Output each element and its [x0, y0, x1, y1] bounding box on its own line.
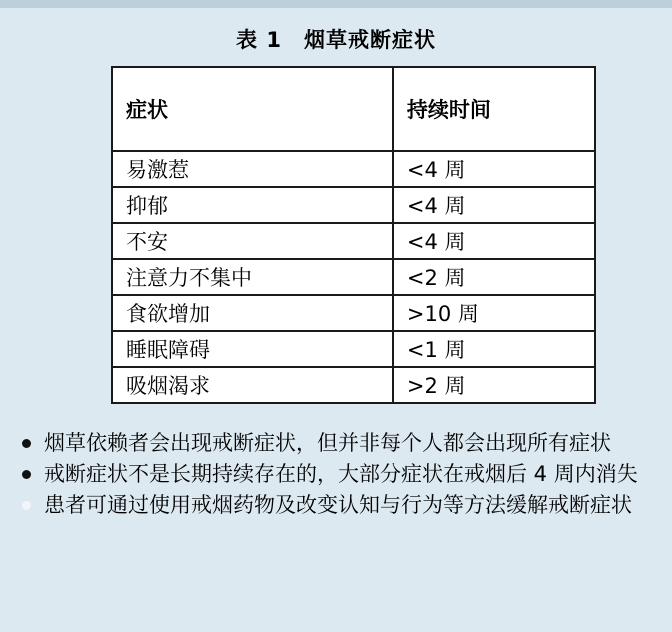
- table-title: 表 1 烟草戒断症状: [236, 28, 436, 52]
- symptom-cell: 易激惹: [112, 151, 393, 187]
- duration-cell: <4 周: [393, 187, 595, 223]
- table-header-row: [112, 67, 595, 151]
- table-row: [112, 259, 595, 295]
- symptom-cell: 抑郁: [112, 187, 393, 223]
- symptom-cell: 注意力不集中: [112, 259, 393, 295]
- symptom-cell: 睡眠障碍: [112, 331, 393, 367]
- notes-list: [18, 428, 658, 521]
- bullet-icon: [22, 501, 31, 510]
- note-text: 烟草依赖者会出现戒断症状，但并非每个人都会出现所有症状: [44, 431, 611, 455]
- duration-cell: <4 周: [393, 223, 595, 259]
- symptom-cell: 不安: [112, 223, 393, 259]
- table-row: [112, 151, 595, 187]
- top-border-bar: [0, 0, 672, 8]
- list-item: [18, 459, 658, 490]
- note-text: 戒断症状不是长期持续存在的，大部分症状在戒烟后 4 周内消失: [44, 462, 638, 486]
- list-item: [18, 490, 658, 521]
- list-item: [18, 428, 658, 459]
- duration-cell: <2 周: [393, 259, 595, 295]
- table-row: [112, 331, 595, 367]
- duration-cell: <1 周: [393, 331, 595, 367]
- duration-cell: >10 周: [393, 295, 595, 331]
- bullet-icon: [22, 439, 31, 448]
- table-row: [112, 295, 595, 331]
- table-row: [112, 367, 595, 403]
- bullet-icon: [22, 470, 31, 479]
- header-symptom: 症状: [112, 67, 393, 151]
- symptom-cell: 食欲增加: [112, 295, 393, 331]
- header-duration: 持续时间: [393, 67, 595, 151]
- duration-cell: <4 周: [393, 151, 595, 187]
- symptom-cell: 吸烟渴求: [112, 367, 393, 403]
- table-row: [112, 223, 595, 259]
- note-text: 患者可通过使用戒烟药物及改变认知与行为等方法缓解戒断症状: [44, 493, 632, 517]
- withdrawal-symptoms-table: [111, 66, 596, 404]
- table-row: [112, 187, 595, 223]
- duration-cell: >2 周: [393, 367, 595, 403]
